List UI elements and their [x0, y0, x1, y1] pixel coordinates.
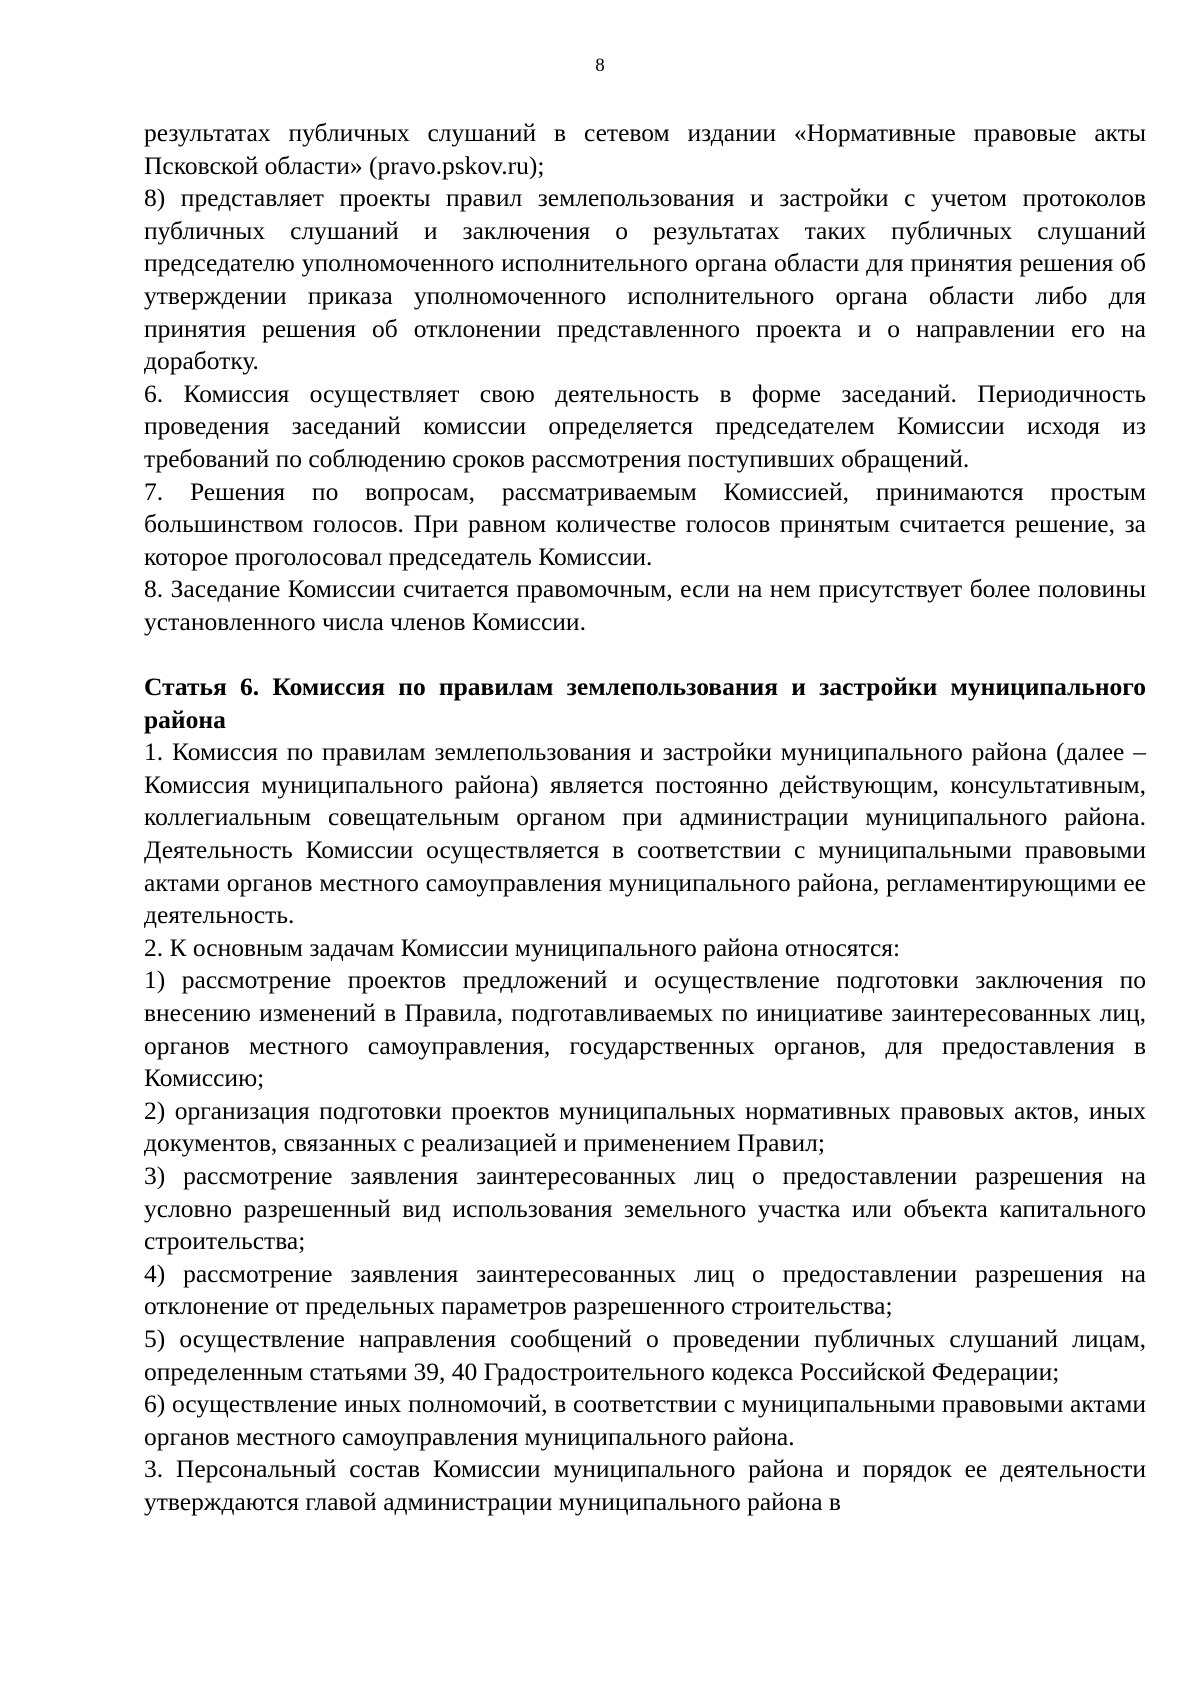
list-item: 5) осуществление направления сообщений о проведении публичных слушаний лицам, определенным статьями 39, 40 Градостроительного кодекса Российской Федерации; [144, 1323, 1146, 1386]
list-item: 6) осуществление иных полномочий, в соответствии с муниципальными правовыми актами органов местного самоуправления муниципального района. [144, 1389, 1146, 1451]
paragraph: 2. К основным задачам Комиссии муниципального района относятся: [144, 932, 901, 962]
list-item: 4) рассмотрение заявления заинтересованных лиц о предоставлении разрешения на отклонение от предельных параметров разрешенного строительства; [144, 1258, 1146, 1321]
document-body [144, 117, 1146, 1519]
paragraph: 6. Комиссия осуществляет свою деятельность в форме заседаний. Периодичность проведения заседаний комиссии определяется председателем Комиссии исходя из требований по соблюдению сроков рассмотрения поступивших обращений. [144, 378, 1146, 473]
section-gap [144, 639, 1146, 672]
list-item: 2) организация подготовки проектов муниципальных нормативных правовых актов, иных документов, связанных с реализацией и применением Правил; [144, 1095, 1146, 1158]
list-item: 3) рассмотрение заявления заинтересованных лиц о предоставлении разрешения на условно разрешенный вид использования земельного участка или объекта капитального строительства; [144, 1161, 1146, 1256]
paragraph: 8. Заседание Комиссии считается правомочным, если на нем присутствует более половины установленного числа членов Комиссии. [144, 574, 1146, 636]
list-item: 1) рассмотрение проектов предложений и осуществление подготовки заключения по внесению изменений в Правила, подготавливаемых по инициативе заинтересованных лиц, органов местного самоуправления, государственных органов, для предоставления в Комиссию; [144, 965, 1146, 1093]
paragraph: 7. Решения по вопросам, рассматриваемым Комиссией, принимаются простым большинством голосов. При равном количестве голосов принятым считается решение, за которое проголосовал председатель Комиссии. [144, 476, 1146, 571]
paragraph: 1. Комиссия по правилам землепользования и застройки муниципального района (далее – Комиссия муниципального района) является постоянно действующим, консультативным, коллегиальным совещательным органом при администрации муниципального района. Деятельность Комиссии осуществляется в соответствии с муниципальными правовыми актами органов местного самоуправления муниципального района, регламентирующими ее деятельность. [144, 737, 1146, 930]
page-number: 8 [595, 55, 605, 76]
paragraph: 3. Персональный состав Комиссии муниципального района и порядок ее деятельности утверждаются главой администрации муниципального района в [144, 1454, 1146, 1516]
paragraph: результатах публичных слушаний в сетевом издании «Нормативные правовые акты Псковской области» (pravo.pskov.ru); [144, 118, 1146, 180]
article-heading: Статья 6. Комиссия по правилам землепользования и застройки муниципального района [144, 672, 1146, 734]
list-item: 8) представляет проекты правил землепользования и застройки с учетом протоколов публичных слушаний и заключения о результатах таких публичных слушаний председателю уполномоченного исполнительного органа области для принятия решения об утверждении приказа уполномоченного исполнительного органа области либо для принятия решения об отклонении представленного проекта и о направлении его на доработку. [144, 183, 1146, 376]
